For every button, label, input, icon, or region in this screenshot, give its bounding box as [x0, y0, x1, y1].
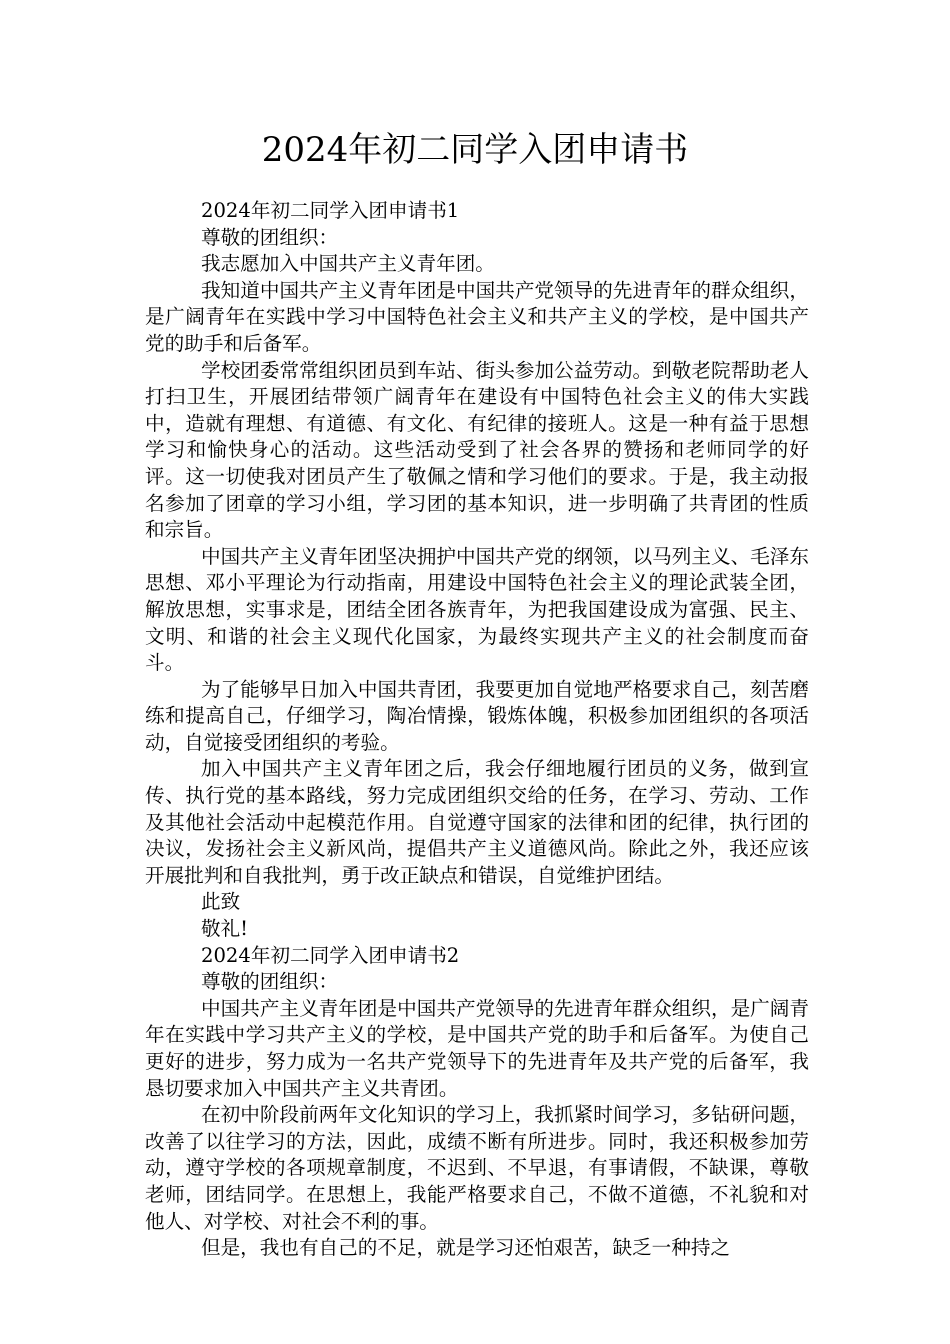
paragraph: 中国共产主义青年团坚决拥护中国共产党的纲领，以马列主义、毛泽东思想、邓小平理论为行动指南，用建设中国特色社会主义的理论武装全团，解放思想，实事求是，团结全团各族青年，为把我国建设成为富强、民主、文明、和谐的社会主义现代化国家，为最终实现共产主义的社会制度而奋斗。	[145, 544, 809, 675]
paragraph: 2024年初二同学入团申请书1	[201, 199, 460, 222]
paragraph: 但是，我也有自己的不足，就是学习还怕艰苦，缺乏一种持之	[201, 1236, 731, 1260]
paragraph: 学校团委常常组织团员到车站、街头参加公益劳动。到敬老院帮助老人打扫卫生，开展团结带领广阔青年在建设有中国特色社会主义的伟大实践中，造就有理想、有道德、有文化、有纪律的接班人。这是一种有益于思想学习和愉快身心的活动。这些活动受到了社会各界的赞扬和老师同学的好评。这一切使我对团员产生了敬佩之情和学习他们的要求。于是，我主动报名参加了团章的学习小组，学习团的基本知识，进一步明确了共青团的性质和宗旨。	[145, 358, 809, 542]
paragraph: 我志愿加入中国共产主义青年团。	[201, 252, 495, 276]
paragraph: 尊敬的团组织：	[201, 225, 339, 249]
paragraph: 为了能够早日加入中国共青团，我要更加自觉地严格要求自己，刻苦磨练和提高自己，仔细学习，陶冶情操，锻炼体魄，积极参加团组织的各项活动，自觉接受团组织的考验。	[145, 677, 809, 754]
paragraph: 2024年初二同学入团申请书2	[201, 943, 460, 967]
paragraph: 在初中阶段前两年文化知识的学习上，我抓紧时间学习，多钻研问题，改善了以往学习的方法，因此，成绩不断有所进步。同时，我还积极参加劳动，遵守学校的各项规章制度，不迟到、不早退，有事请假，不缺课，尊敬老师，团结同学。在思想上，我能严格要求自己，不做不道德，不礼貌和对他人、对学校、对社会不利的事。	[145, 1103, 809, 1233]
paragraph: 我知道中国共产主义青年团是中国共产党领导的先进青年的群众组织，是广阔青年在实践中学习中国特色社会主义和共产主义的学校，是中国共产党的助手和后备军。	[145, 278, 809, 355]
document-title: 2024年初二同学入团申请书	[261, 130, 689, 170]
paragraph: 敬礼!	[201, 917, 249, 941]
paragraph: 中国共产主义青年团是中国共产党领导的先进青年群众组织，是广阔青年在实践中学习共产主义的学校，是中国共产党的助手和后备军。为使自己更好的进步，努力成为一名共产党领导下的先进青年及共产党的后备军，我恳切要求加入中国共产主义共青团。	[145, 996, 809, 1100]
document-body	[145, 198, 809, 1262]
paragraph: 尊敬的团组织：	[201, 970, 339, 994]
paragraph: 此致	[201, 890, 241, 914]
paragraph: 加入中国共产主义青年团之后，我会仔细地履行团员的义务，做到宣传、执行党的基本路线，努力完成团组织交给的任务，在学习、劳动、工作及其他社会活动中起模范作用。自觉遵守国家的法律和团的纪律，执行团的决议，发扬社会主义新风尚，提倡共产主义道德风尚。除此之外，我还应该开展批判和自我批判，勇于改正缺点和错误，自觉维护团结。	[145, 757, 809, 887]
